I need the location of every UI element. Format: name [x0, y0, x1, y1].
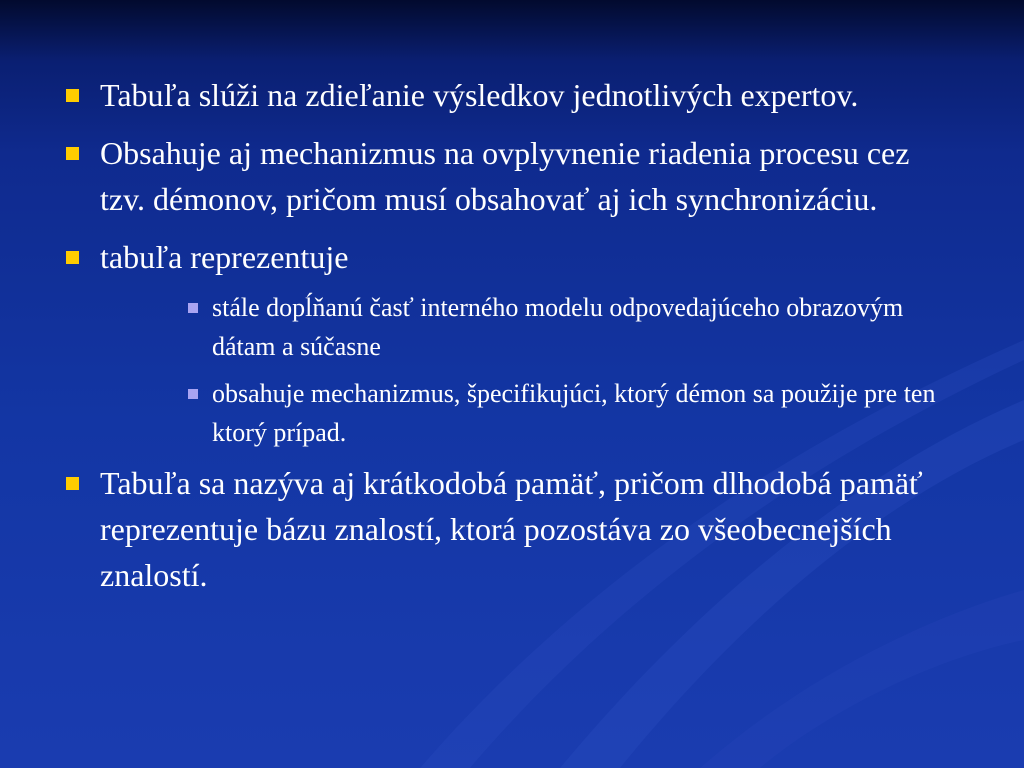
sub-bullet-item-1: [184, 288, 960, 366]
square-subbullet-icon: [188, 389, 198, 399]
square-bullet-icon: [66, 147, 79, 160]
bullet-item-2: [60, 130, 960, 222]
square-bullet-icon: [66, 251, 79, 264]
bullet-text: Tabuľa sa nazýva aj krátkodobá pamäť, pričom dlhodobá pamäť reprezentuje bázu znalostí, ktorá pozostáva zo všeobecnejších znalostí.: [100, 465, 923, 593]
bullet-item-1: [60, 72, 960, 118]
bullet-text: Obsahuje aj mechanizmus na ovplyvnenie riadenia procesu cez tzv. démonov, pričom musí obsahovať aj ich synchronizáciu.: [100, 135, 910, 217]
bullet-item-4: [60, 460, 960, 598]
bullet-list: [60, 72, 960, 610]
sub-bullet-list: [60, 288, 960, 452]
square-subbullet-icon: [188, 303, 198, 313]
bullet-item-3: [60, 234, 960, 280]
square-bullet-icon: [66, 477, 79, 490]
bullet-text: tabuľa reprezentuje: [100, 239, 349, 275]
sub-bullet-text: obsahuje mechanizmus, špecifikujúci, ktorý démon sa použije pre ten ktorý prípad.: [212, 379, 936, 447]
bullet-text: Tabuľa slúži na zdieľanie výsledkov jednotlivých expertov.: [100, 77, 859, 113]
square-bullet-icon: [66, 89, 79, 102]
sub-bullet-text: stále dopĺňanú časť interného modelu odpovedajúceho obrazovým dátam a súčasne: [212, 293, 904, 361]
sub-bullet-item-2: [184, 374, 960, 452]
